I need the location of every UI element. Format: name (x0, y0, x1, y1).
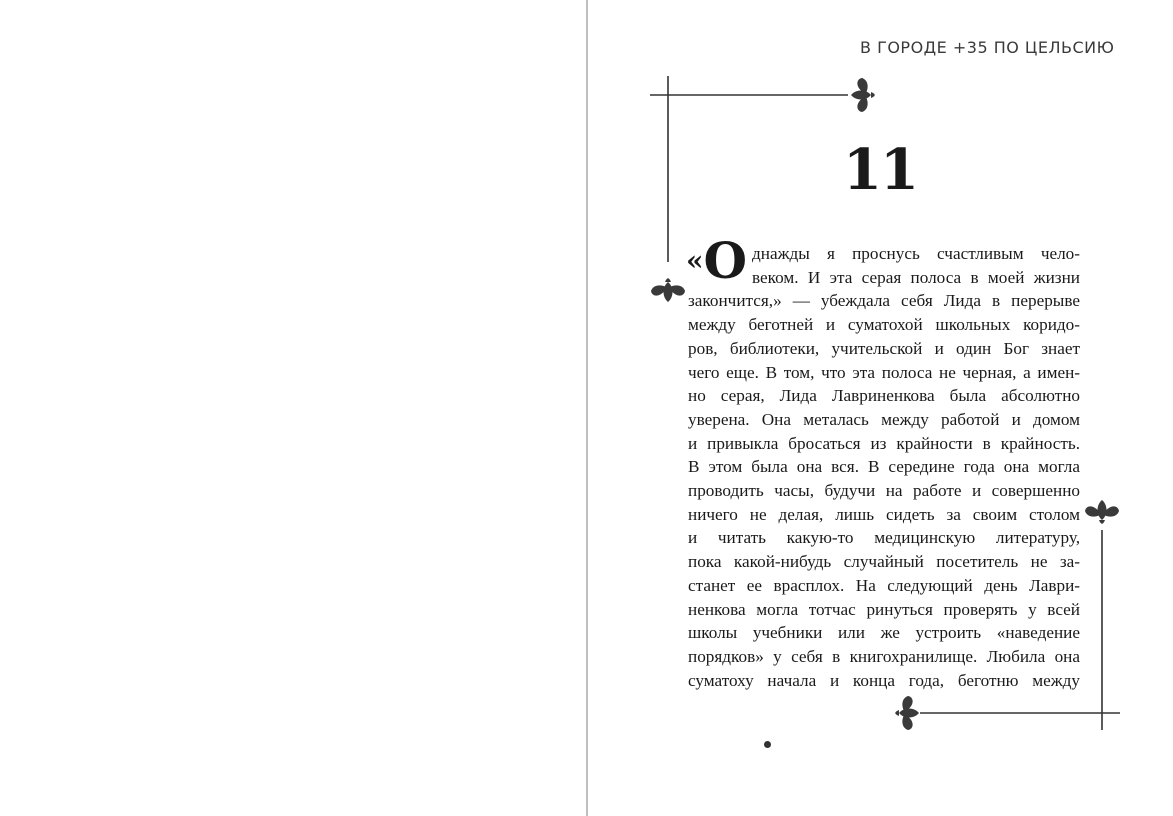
running-head: В ГОРОДЕ +35 ПО ЦЕЛЬСИЮ (860, 38, 1115, 57)
text-line: В этом была она вся. В середине года она могла (688, 457, 1080, 477)
text-line: школы учебники или же устроить «наведение (688, 623, 1080, 643)
text-line: но серая, Лида Лавриненкова была абсолютно (688, 386, 1080, 406)
page-dot (764, 741, 771, 748)
text-line: веком. И эта серая полоса в моей жизни (752, 267, 1080, 287)
text-line: ненкова могла тотчас ринуться проверять у всей (688, 599, 1080, 619)
left-page (0, 0, 586, 816)
chapter-number: 11 (843, 137, 917, 203)
text-line: ничего не делая, лишь сидеть за своим столом (688, 504, 1080, 524)
text-line: станет ее врасплох. На следующий день Лаври- (688, 575, 1080, 595)
text-line: ров, библиотеки, учительской и один Бог знает (688, 338, 1080, 358)
text-line: уверена. Она металась между работой и домом (688, 409, 1080, 429)
text-line: между беготней и суматохой школьных коридо- (688, 315, 1080, 335)
text-line: днажды я проснусь счастливым чело- (752, 244, 1080, 263)
text-line: пока какой-нибудь случайный посетитель не за- (688, 552, 1080, 572)
text-line: суматоху начала и конца года, беготню между (688, 670, 1080, 690)
drop-cap-quote: « (686, 244, 704, 277)
text-line: порядков» у себя в книгохранилище. Любила она (688, 646, 1080, 666)
text-line: и привыкла бросаться из крайности в крайность. (688, 433, 1080, 453)
text-line: чего еще. В том, что эта полоса не черная, а имен- (688, 362, 1080, 382)
chapter-body-text (688, 242, 1080, 692)
drop-cap-letter: О (703, 231, 748, 290)
text-line: закончится,» — убеждала себя Лида в перерыве (688, 291, 1080, 311)
text-line: проводить часы, будучи на работе и совершенно (688, 481, 1080, 501)
text-line: и читать какую-то медицинскую литературу, (688, 528, 1080, 548)
